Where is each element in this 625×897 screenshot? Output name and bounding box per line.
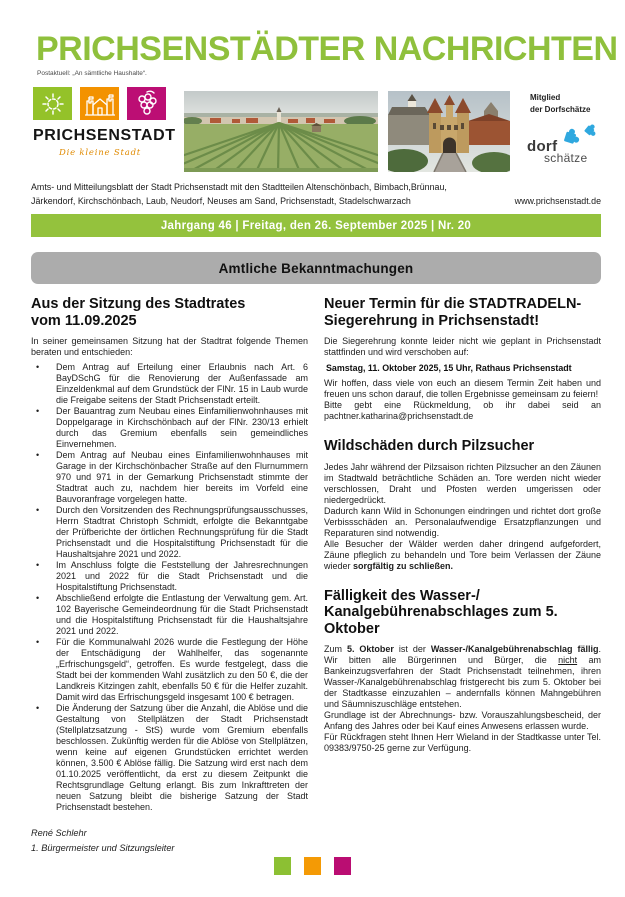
signature bbox=[31, 826, 308, 856]
paragraph-bold-text: 5. Oktober bbox=[346, 644, 394, 654]
city-logo bbox=[33, 87, 176, 158]
content-area bbox=[31, 296, 601, 856]
article-heading-wildschaeden: Wildschäden durch Pilzsucher bbox=[324, 438, 535, 454]
paragraph-text: Zum bbox=[324, 644, 347, 654]
newsletter-title: PRICHSENSTÄDTER NACHRICHTEN bbox=[36, 30, 618, 68]
footer-square-magenta bbox=[334, 857, 351, 875]
bullet-item: • Dem Antrag auf Neubau eines Einfamilienwohnhauses mit Garage in der Kirchschönbacher Straße auf den Flurnummern 970 und 971 in der Gemarkung Prichsenstadt stimmte der Stadtrat auch zu, nachdem hier bereits im Vorfeld eine Bauvoranfrage vorgelegen hatte. bbox=[31, 450, 308, 505]
subtitle-line2: Järkendorf, Kirchschönbach, Laub, Neudorf, Neuses am Sand, Prichsenstadt, Stadelschwarzach bbox=[31, 195, 411, 206]
paragraph: Die Siegerehrung konnte leider nicht wie geplant in Prichsenstadt stattfinden und wird verschoben auf: bbox=[324, 336, 601, 357]
subtitle-line1: Amts- und Mitteilungsblatt der Stadt Prichsenstadt mit den Stadtteilen Altenschönbach, Bimbach,Brünnau, bbox=[31, 182, 447, 192]
article-heading-faelligkeit bbox=[324, 588, 601, 638]
issue-bar: Jahrgang 46 | Freitag, den 26. September 2025 | Nr. 20 bbox=[31, 214, 601, 237]
paragraph-bold-text: Wasser-/Kanalgebührenabschlag fällig bbox=[430, 644, 599, 654]
website-url: www.prichsenstadt.de bbox=[514, 195, 601, 206]
paragraph-text: ist der bbox=[393, 644, 431, 654]
town-gate-photo bbox=[388, 91, 510, 172]
intro-paragraph: In seiner gemeinsamen Sitzung hat der Stadtrat folgende Themen beraten und entschieden: bbox=[31, 336, 308, 357]
postal-note: Postaktuell: „An sämtliche Haushalte“. bbox=[37, 70, 147, 77]
paragraph: Dadurch kann Wild in Schonungen eindringen und richtet dort große Verbissschäden an. Personalaufwendige Ersatzpflanzungen und Reparaturen sind notwendig. bbox=[324, 505, 601, 538]
heading-line: Neuer Termin für die STADTRADELN- bbox=[324, 296, 582, 312]
bullet-item: • Im Anschluss folgte die Feststellung der Jahresrechnungen 2021 und 2022 für die Stadt Prichsenstadt und die Hospitalstiftung Prichsenstadt. bbox=[31, 560, 308, 593]
bullet-item: • Dem Antrag auf Erteilung einer Erlaubnis nach Art. 6 BayDSchG für die Renovierung der Außenfassade am Einzeldenkmal auf dem Grundstück der FlNr. 15 in Laub wurde die Freigabe seitens der Stadt Prichsenstadt erteilt. bbox=[31, 362, 308, 406]
bullet-item: • Abschließend erfolgte die Entlastung der Verwaltung gem. Art. 102 Bayerische Gemeindeordnung für die Stadt Prichsenstadt und die Hospitalstiftung Prichsenstadt für die Haushaltsjahre 2021 und 2022. bbox=[31, 593, 308, 637]
membership-note bbox=[530, 92, 590, 117]
paragraph: Grundlage ist der Abrechnungs- bzw. Vorauszahlungsbescheid, der Anfang des Jahres oder bei Kauf eines Anwesens erlassen wurde. bbox=[324, 710, 601, 731]
heading-line: Aus der Sitzung des Stadtrates bbox=[31, 296, 246, 312]
signature-role: 1. Bürgermeister und Sitzungsleiter bbox=[31, 843, 175, 854]
bullet-item: • Durch den Vorsitzenden des Rechnungsprüfungsausschusses, Herrn Stadtrat Christoph Schmidt, erfolgte die Bekanntgabe der Prüfberichte der örtlichen Rechnungsprüfung für die Stadt Prichsenstadt und die Hospitalstiftung Prichsenstadt für die Haushaltsjahre 2021 und 2022. bbox=[31, 505, 308, 560]
bullet-item: • Für die Kommunalwahl 2026 wurde die Festlegung der Höhe der Entschädigung der Wahlhelfer, das sogenannte „Erfrischungsgeld“, getroffen. Es wurde festgelegt, dass die Stadt bei der kommenden Wahl zusätzlich zu den 50 €, die der Landkreis Kitzingen zahlt, ebenfalls 50 € für die Helfer zuzahlt. Damit wird das Erfrischungsgeld insgesamt 100 € betragen. bbox=[31, 637, 308, 703]
subtitle bbox=[31, 181, 601, 209]
right-column bbox=[324, 296, 601, 856]
paragraph: Wir hoffen, dass viele von euch an diesem Termin Zeit haben und freuen uns schon darauf, die tollen Ergebnisse gemeinsam zu feiern! bbox=[324, 378, 601, 399]
heading-line: Siegerehrung in Prichsenstadt! bbox=[324, 312, 540, 329]
paragraph-bold-text: sorgfältig zu schließen. bbox=[353, 560, 454, 571]
article-heading-stadtradeln bbox=[324, 296, 601, 329]
heading-line: Fälligkeit des Wasser-/ bbox=[324, 587, 480, 604]
paragraph: Für Rückfragen steht Ihnen Herr Wieland in der Stadtkasse unter Tel. 09383/9750-25 gerne zur Verfügung. bbox=[324, 732, 601, 753]
paragraph bbox=[324, 644, 601, 710]
membership-line1: Mitglied bbox=[530, 93, 561, 102]
dorf-word: dorf bbox=[527, 138, 558, 155]
paragraph-underline-text: nicht bbox=[558, 655, 578, 665]
paragraph-text: . Wir bitten alle Bürgerinnen und Bürger, die bbox=[324, 644, 601, 665]
paragraph-text: Alle Besucher der Wälder werden daher dringend aufgefordert, Zäune pfleglich zu behandeln und Tore beim Verlassen der Zäune wieder bbox=[324, 538, 601, 571]
puzzle-icon bbox=[561, 124, 603, 148]
membership-line2: der Dorfschätze bbox=[530, 105, 591, 115]
signature-name: René Schlehr bbox=[31, 828, 87, 838]
paragraph: Bitte gebt eine Rückmeldung, ob ihr dabei seid an pachtner.katharina@prichsenstadt.de bbox=[324, 400, 601, 421]
schaetze-word: schätze bbox=[544, 151, 588, 165]
castle-icon bbox=[80, 87, 119, 120]
city-logo-squares bbox=[33, 87, 167, 120]
article-heading-stadtrat bbox=[31, 296, 308, 329]
city-logo-tagline: Die kleine Stadt bbox=[58, 148, 142, 158]
event-highlight: Samstag, 11. Oktober 2025, 15 Uhr, Rathaus Prichsenstadt bbox=[326, 363, 572, 373]
left-column bbox=[31, 296, 308, 856]
council-bullet-list bbox=[31, 362, 308, 813]
footer-square-green bbox=[274, 857, 291, 875]
paragraph: Jedes Jahr während der Pilzsaison richten Pilzsucher an den Zäunen im Stadtwald beträchtliche Schäden an. Tore werden nicht wieder verschlossen, Draht und Pfosten werden umgerissen oder niedergedrückt. bbox=[324, 461, 601, 505]
dorfschaetze-logo bbox=[527, 124, 607, 166]
bullet-item: • Der Bauantrag zum Neubau eines Einfamilienwohnhauses mit Doppelgarage in Kirchschönbach auf der FlNr. 230/13 erhielt durch das Gremium ebenfalls sein gemeindliches Einvernehmen. bbox=[31, 406, 308, 450]
footer-square-orange bbox=[304, 857, 321, 875]
paragraph-text: am Bankeinzugsverfahren der Stadt Prichsenstadt teilnehmen, ihren Wasser-/Kanalgebührenabschlag fristgerecht bis zum 5. Oktober bei der Stadtkasse einzuzahlen – andernfalls können Mahngebühren und Säumniszuschläge entstehen. bbox=[324, 655, 601, 709]
footer-squares bbox=[274, 857, 351, 875]
heading-line: Kanalgebührenabschlages zum 5. Oktober bbox=[324, 604, 558, 637]
bullet-item: • Die Änderung der Satzung über die Anzahl, die Ablöse und die Gestaltung von Stellplätzen der Stadt Prichsenstadt (Stellplatzsatzung - StS) wurde vom Gremium ebenfalls beschlossen. Zukünftig werden für die Ablöse von Stellplätzen, wenn keine auf eigenen Grundstücken errichtet werden können, 3.500 € Ablöse fällig. Die Satzung wird erst nach dem 01.10.2025 veröffentlicht, da erst zu diesem Zeitpunkt die Rechtsgrundlage Geltung erlangt. Bis zum Inkrafttreten der neuen Satzung bleibt die bisherige Satzung der Stadt Prichsenstadt bestehen. bbox=[31, 703, 308, 813]
grapes-icon bbox=[127, 87, 166, 120]
vineyard-photo bbox=[184, 91, 378, 172]
sun-icon bbox=[33, 87, 72, 120]
heading-line: vom 11.09.2025 bbox=[31, 312, 137, 329]
city-logo-name: PRICHSENSTADT bbox=[33, 127, 176, 144]
section-header: Amtliche Bekanntmachungen bbox=[31, 252, 601, 284]
paragraph bbox=[324, 539, 601, 572]
